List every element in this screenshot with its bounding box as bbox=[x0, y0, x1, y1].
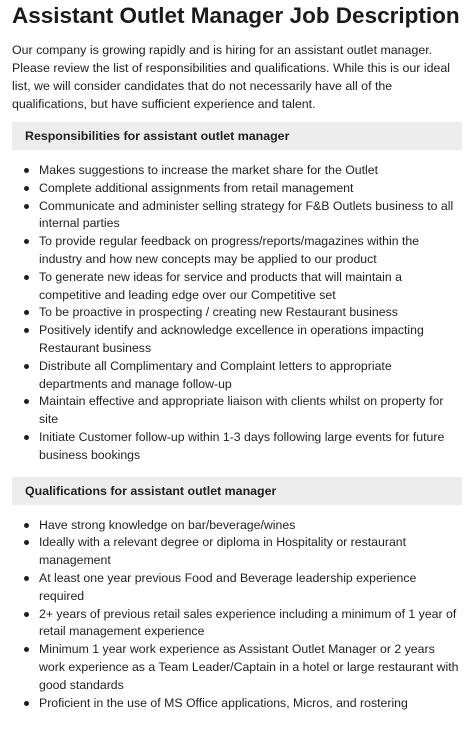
list-item-text: At least one year previous Food and Beverage leadership experience required bbox=[39, 570, 417, 603]
list-item bbox=[24, 322, 462, 358]
list-item bbox=[24, 162, 462, 180]
list-item-text: Have strong knowledge on bar/beverage/wines bbox=[39, 517, 296, 532]
bullet-icon bbox=[24, 310, 29, 315]
list-item bbox=[24, 641, 462, 694]
bullet-icon bbox=[24, 239, 29, 244]
qualifications-header: Qualifications for assistant outlet manager bbox=[12, 477, 462, 505]
list-item-text: To be proactive in prospecting / creating new Restaurant business bbox=[39, 305, 398, 320]
list-item-text: Communicate and administer selling strategy for F&B Outlets business to all internal parties bbox=[39, 198, 454, 231]
list-item-text: To generate new ideas for service and products that will maintain a competitive and leading edge over our Competitive set bbox=[39, 269, 402, 302]
list-item-text: To provide regular feedback on progress/reports/magazines within the industry and how new concepts may be applied to our product bbox=[39, 234, 420, 266]
list-item-text: Initiate Customer follow-up within 1-3 days following large events for future business bookings bbox=[39, 429, 445, 462]
qualifications-list bbox=[12, 517, 462, 713]
list-item-text: Positively identify and acknowledge excellence in operations impacting Restaurant business bbox=[39, 323, 424, 355]
bullet-icon bbox=[24, 647, 29, 652]
job-description-page bbox=[0, 3, 474, 734]
bullet-icon bbox=[24, 612, 29, 617]
list-item bbox=[24, 570, 462, 606]
bullet-icon bbox=[24, 523, 29, 528]
intro-paragraph: Our company is growing rapidly and is hiring for an assistant outlet manager. Please review the list of responsibilities and qualifications. While this is our ideal list, we will consider candidates that do not necessarily have all of the qualifications, but have sufficient experience and talent. bbox=[12, 43, 451, 111]
list-item-text: Makes suggestions to increase the market share for the Outlet bbox=[39, 163, 379, 177]
list-item-text: Complete additional assignments from retail management bbox=[39, 180, 354, 195]
list-item-text: Distribute all Complimentary and Complaint letters to appropriate departments and manage follow-up bbox=[39, 358, 392, 391]
bullet-icon bbox=[24, 328, 29, 333]
list-item bbox=[24, 198, 462, 234]
list-item-text: Minimum 1 year work experience as Assistant Outlet Manager or 2 years work experience as a Team Leader/Captain in a hotel or large restaurant with good standards bbox=[39, 642, 459, 692]
bullet-icon bbox=[24, 168, 29, 173]
bullet-icon bbox=[24, 435, 29, 440]
list-item bbox=[24, 233, 462, 269]
list-item-text: Proficient in the use of MS Office applications, Micros, and rostering bbox=[39, 695, 408, 710]
list-item bbox=[24, 393, 462, 429]
list-item bbox=[24, 606, 462, 642]
list-item bbox=[24, 180, 462, 198]
list-item-text: Ideally with a relevant degree or diploma in Hospitality or restaurant management bbox=[39, 535, 407, 568]
bullet-icon bbox=[24, 576, 29, 581]
list-item bbox=[24, 304, 462, 322]
bullet-icon bbox=[24, 204, 29, 209]
list-item bbox=[24, 517, 462, 535]
list-item bbox=[24, 269, 462, 305]
list-item-text: 2+ years of previous retail sales experience including a minimum of 1 year of retail management experience bbox=[39, 606, 457, 639]
bullet-icon bbox=[24, 701, 29, 706]
responsibilities-header: Responsibilities for assistant outlet manager bbox=[12, 122, 462, 150]
page-title: Assistant Outlet Manager Job Description bbox=[12, 3, 460, 28]
responsibilities-list bbox=[12, 162, 462, 465]
bullet-icon bbox=[24, 364, 29, 369]
bullet-icon bbox=[24, 399, 29, 404]
bullet-icon bbox=[24, 540, 29, 545]
list-item bbox=[24, 429, 462, 465]
list-item bbox=[24, 358, 462, 394]
list-item bbox=[24, 534, 462, 570]
bullet-icon bbox=[24, 275, 29, 280]
list-item bbox=[24, 695, 462, 713]
bullet-icon bbox=[24, 186, 29, 191]
list-item-text: Maintain effective and appropriate liaison with clients whilst on property for site bbox=[39, 394, 444, 427]
